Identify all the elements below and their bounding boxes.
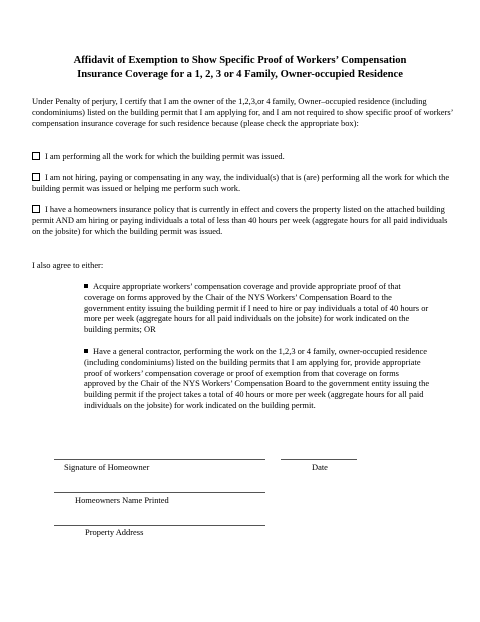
checkbox-option-3[interactable] bbox=[32, 205, 40, 213]
option-2-text: I am not hiring, paying or compensating in any way, the individual(s) that is (are) performing all the work for which the building permit was issued or helping me perform such work. bbox=[32, 172, 450, 193]
title-line-1: Affidavit of Exemption to Show Specific Proof of Workers’ Compensation bbox=[73, 55, 407, 66]
date-label: Date bbox=[312, 462, 328, 472]
option-3 bbox=[32, 204, 456, 236]
option-2 bbox=[32, 172, 456, 194]
bullet-icon bbox=[84, 349, 88, 353]
checkbox-option-1[interactable] bbox=[32, 152, 40, 160]
option-1-text: I am performing all the work for which the building permit was issued. bbox=[45, 151, 285, 161]
option-3-text: I have a homeowners insurance policy that is currently in effect and covers the property listed on the attached building permit AND am hiring or paying individuals a total of less than 40 hours per week (aggregate hours for all paid individuals on the jobsite) for which the building permit was issued. bbox=[32, 204, 448, 236]
date-line[interactable] bbox=[281, 459, 357, 460]
bullet-icon bbox=[84, 284, 88, 288]
agree-item-1-text: Acquire appropriate workers’ compensation coverage and provide appropriate proof of that coverage on forms approved by the Chair of the NYS Workers’ Compensation Board to the government entity issuing the building permit if I need to hire or pay individuals a total of 40 hours or more per week (aggregate hours for all paid individuals on the jobsite) for work indicated on the building permits; OR bbox=[84, 281, 429, 335]
intro-paragraph: Under Penalty of perjury, I certify that I am the owner of the 1,2,3,or 4 family, Owner–occupied residence (including condominiums) listed on the building permit that I am applying for, and I am not required to show specific proof of workers’ compensation insurance coverage for such residence because (please check the appropriate box): bbox=[32, 96, 453, 128]
homeowner-signature-label: Signature of Homeowner bbox=[64, 462, 150, 472]
homeowner-name-label: Homeowners Name Printed bbox=[75, 495, 169, 505]
agree-item-1 bbox=[84, 281, 430, 335]
agree-item-2 bbox=[84, 346, 430, 411]
document-title bbox=[40, 54, 440, 81]
homeowner-signature-line[interactable] bbox=[54, 459, 265, 460]
property-address-line[interactable] bbox=[54, 525, 265, 526]
checkbox-option-2[interactable] bbox=[32, 173, 40, 181]
agree-item-2-text: Have a general contractor, performing the work on the 1,2,3 or 4 family, owner-occupied residence (including condominiums) listed on the building permits that I am applying for, provide appropriate proof of workers’ compensation coverage or proof of exemption from that coverage on forms approved by the Chair of the NYS Workers’ Compensation Board to the government entity issuing the building permit if the project takes a total of 40 hours or more per week (aggregate hours for all paid individuals on the jobsite) for work indicated on the building permit. bbox=[84, 346, 430, 410]
property-address-label: Property Address bbox=[85, 527, 144, 537]
homeowner-name-line[interactable] bbox=[54, 492, 265, 493]
title-line-2: Insurance Coverage for a 1, 2, 3 or 4 Family, Owner-occupied Residence bbox=[77, 68, 403, 80]
option-1 bbox=[32, 151, 456, 162]
agree-heading: I also agree to either: bbox=[32, 260, 104, 270]
